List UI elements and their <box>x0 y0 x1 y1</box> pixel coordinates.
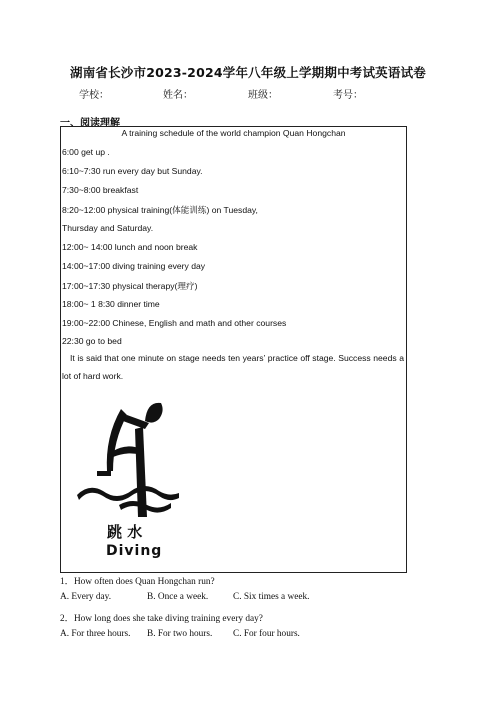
exam-title: 湖南省长沙市2023-2024学年八年级上学期期中考试英语试卷 <box>70 65 426 80</box>
schedule-item: 19:00~22:00 Chinese, English and math and other courses <box>62 318 287 328</box>
exam-number-field: 考号： <box>333 90 363 101</box>
q1-option-b[interactable]: B. Once a week. <box>147 592 209 602</box>
logo-cn-text: 跳 水 <box>107 523 143 541</box>
schedule-item: 6:00 get up . <box>62 147 110 157</box>
schedule-item: 17:00~17:30 physical therapy(理疗) <box>62 281 198 291</box>
reading-passage-box <box>60 126 407 573</box>
schedule-item: 8:20~12:00 physical training(体能训练) on Tuesday, <box>62 205 258 215</box>
schedule-item: 7:30~8:00 breakfast <box>62 185 139 195</box>
question-1: 1．How often does Quan Hongchan run? <box>60 577 215 587</box>
schedule-heading: A training schedule of the world champion Quan Hongchan <box>121 128 346 138</box>
name-field: 姓名： <box>163 90 193 101</box>
school-field: 学校： <box>79 90 109 101</box>
schedule-item: 6:10~7:30 run every day but Sunday. <box>62 166 203 176</box>
q1-option-a[interactable]: A. Every day. <box>60 592 112 602</box>
schedule-item: 14:00~17:00 diving training every day <box>62 261 206 271</box>
diving-pictogram-icon <box>75 397 185 567</box>
q2-option-c[interactable]: C. For four hours. <box>233 629 300 639</box>
schedule-item: Thursday and Saturday. <box>62 223 154 233</box>
quote-paragraph: It is said that one minute on stage needs ten years’ practice off stage. Success needs a lot of hard work. <box>62 353 404 381</box>
logo-en-text: Diving <box>106 543 163 559</box>
student-info-row <box>0 86 496 100</box>
q2-option-a[interactable]: A. For three hours. <box>60 629 131 639</box>
schedule-item: 22:30 go to bed <box>62 336 122 346</box>
section-title: 一、阅读理解 <box>60 118 120 129</box>
question-2: 2．How long does she take diving training every day? <box>60 614 263 624</box>
schedule-item: 12:00~ 14:00 lunch and noon break <box>62 242 198 252</box>
q1-option-c[interactable]: C. Six times a week. <box>233 592 310 602</box>
schedule-item: 18:00~ 1 8:30 dinner time <box>62 299 160 309</box>
q2-option-b[interactable]: B. For two hours. <box>147 629 213 639</box>
class-field: 班级： <box>248 90 278 101</box>
